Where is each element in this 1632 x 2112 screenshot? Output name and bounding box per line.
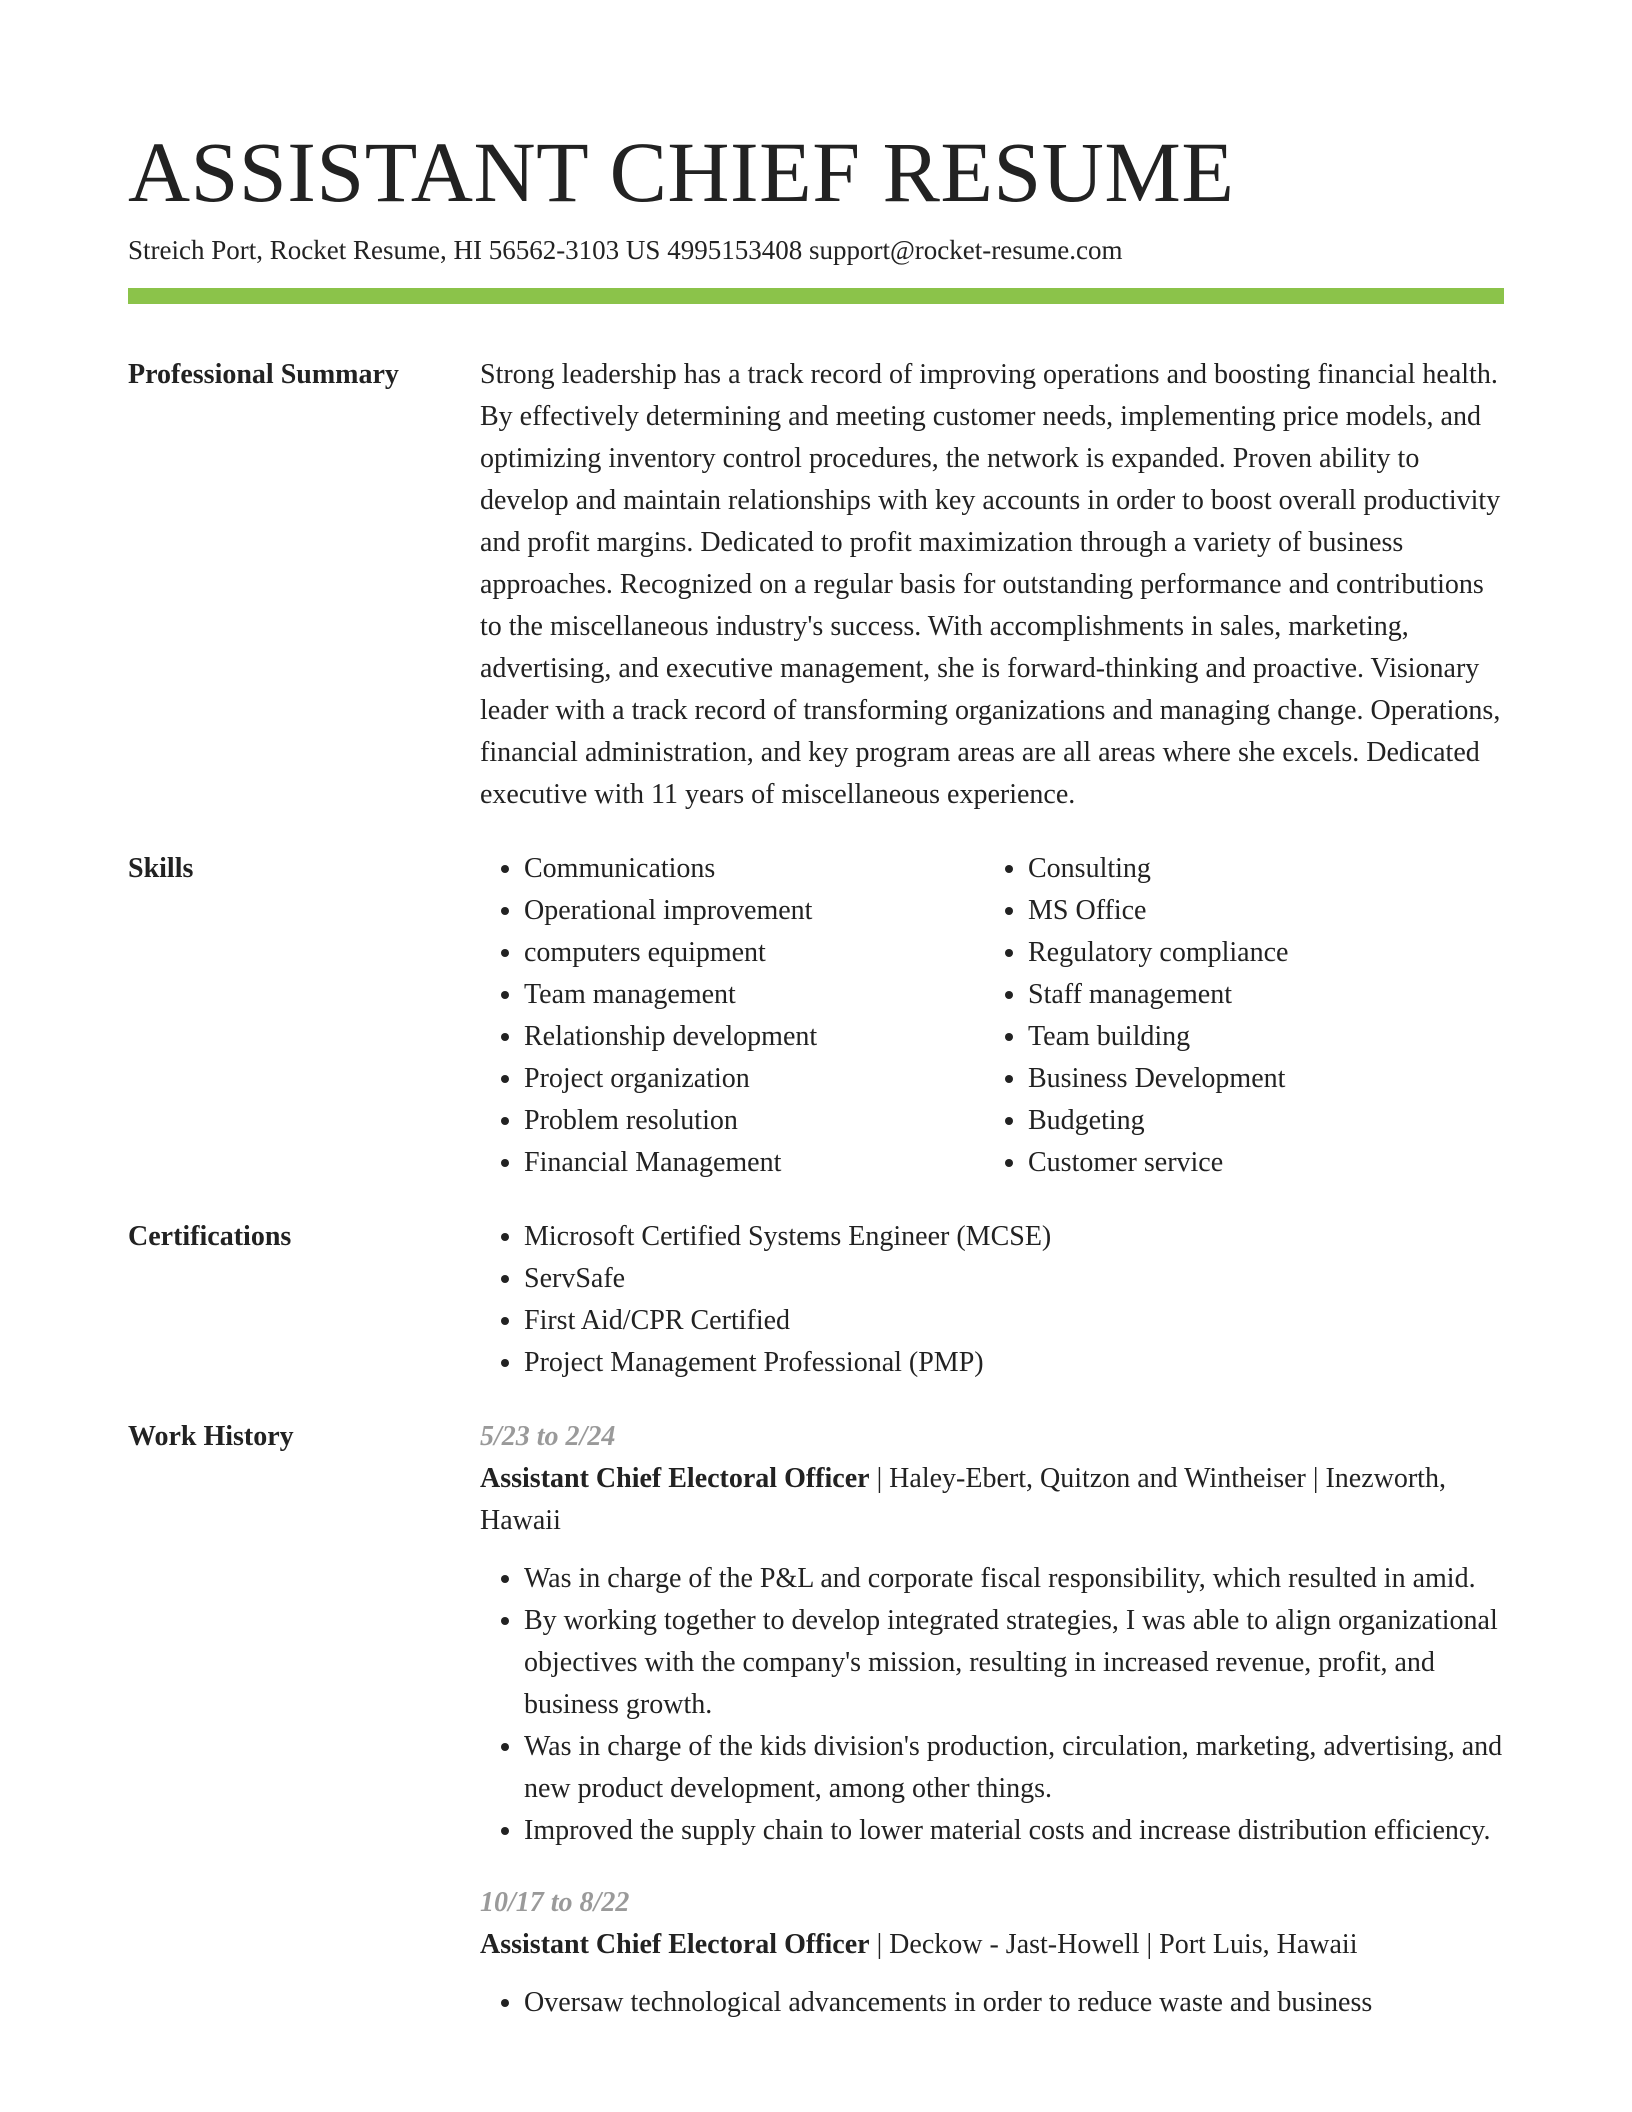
skill-item: • Budgeting [1028, 1100, 1488, 1142]
skill-item: • Consulting [1028, 848, 1488, 890]
certification-item: • Project Management Professional (PMP) [524, 1342, 1504, 1384]
skill-item: • Problem resolution [524, 1100, 984, 1142]
skill-item: • Project organization [524, 1058, 984, 1100]
skill-item: • MS Office [1028, 890, 1488, 932]
job-bullet: • Oversaw technological advancements in order to reduce waste and business [524, 1982, 1504, 2024]
skill-item: • Relationship development [524, 1016, 984, 1058]
job-title: Assistant Chief Electoral Officer [480, 1463, 870, 1494]
skill-item: • Operational improvement [524, 890, 984, 932]
certifications-list [480, 1216, 1504, 1384]
skills-grid [480, 848, 1504, 1184]
skill-item: • Financial Management [524, 1142, 984, 1184]
professional-summary-section [128, 354, 1504, 816]
job-bullet: • Was in charge of the kids division's production, circulation, marketing, advertising, and new product development, among other things. [524, 1726, 1504, 1810]
summary-text: Strong leadership has a track record of improving operations and boosting financial health. By effectively determining and meeting customer needs, implementing price models, and optimizing inventory control procedures, the network is expanded. Proven ability to develop and maintain relationships with key accounts in order to boost overall productivity and profit margins. Dedicated to profit maximization through a variety of business approaches. Recognized on a regular basis for outstanding performance and contributions to the miscellaneous industry's success. With accomplishments in sales, marketing, advertising, and executive management, she is forward-thinking and proactive. Visionary leader with a track record of transforming organizations and managing change. Operations, financial administration, and key program areas are all areas where she excels. Dedicated executive with 11 years of miscellaneous experience. [480, 359, 1501, 810]
skill-item: • Team management [524, 974, 984, 1016]
skill-item: • Regulatory compliance [1028, 932, 1488, 974]
contact-line: Streich Port, Rocket Resume, HI 56562-3103 US 4995153408 support@rocket-resume.com [128, 235, 1123, 265]
section-label-skills: Skills [128, 853, 194, 884]
section-label-certifications: Certifications [128, 1221, 292, 1252]
skill-item: • Customer service [1028, 1142, 1488, 1184]
job-title: Assistant Chief Electoral Officer [480, 1929, 870, 1960]
certification-item: • ServSafe [524, 1258, 1504, 1300]
job-details: | Deckow - Jast-Howell | Port Luis, Hawaii [869, 1929, 1358, 1960]
resume-title: ASSISTANT CHIEF RESUME [128, 124, 1235, 220]
job-entry [480, 1416, 1504, 1852]
skills-section [128, 848, 1504, 1184]
skill-item: • computers equipment [524, 932, 984, 974]
job-heading [480, 1924, 1504, 1966]
work-history-section [128, 1416, 1504, 2024]
job-bullet: • Was in charge of the P&L and corporate fiscal responsibility, which resulted in amid. [524, 1558, 1504, 1600]
skills-column-left [480, 848, 984, 1184]
job-bullet: • By working together to develop integrated strategies, I was able to align organizational objectives with the company's mission, resulting in increased revenue, profit, and business growth. [524, 1600, 1504, 1726]
job-bullets [480, 1982, 1504, 2024]
job-bullets [480, 1558, 1504, 1852]
skill-item: • Communications [524, 848, 984, 890]
accent-divider [128, 288, 1504, 304]
job-bullet: • Improved the supply chain to lower material costs and increase distribution efficiency. [524, 1810, 1504, 1852]
job-details: | Haley-Ebert, Quitzon and Wintheiser | Inezworth, Hawaii [480, 1463, 1446, 1536]
section-label-work-history: Work History [128, 1421, 294, 1452]
certifications-section [128, 1216, 1504, 1384]
skill-item: • Staff management [1028, 974, 1488, 1016]
skill-item: • Business Development [1028, 1058, 1488, 1100]
job-dates: 5/23 to 2/24 [480, 1421, 616, 1452]
resume-page [128, 0, 1504, 2024]
skills-column-right [984, 848, 1488, 1184]
job-heading [480, 1458, 1504, 1542]
certification-item: • Microsoft Certified Systems Engineer (MCSE) [524, 1216, 1504, 1258]
job-entry [480, 1882, 1504, 2024]
job-dates: 10/17 to 8/22 [480, 1887, 630, 1918]
section-label-summary: Professional Summary [128, 359, 399, 390]
certification-item: • First Aid/CPR Certified [524, 1300, 1504, 1342]
skill-item: • Team building [1028, 1016, 1488, 1058]
